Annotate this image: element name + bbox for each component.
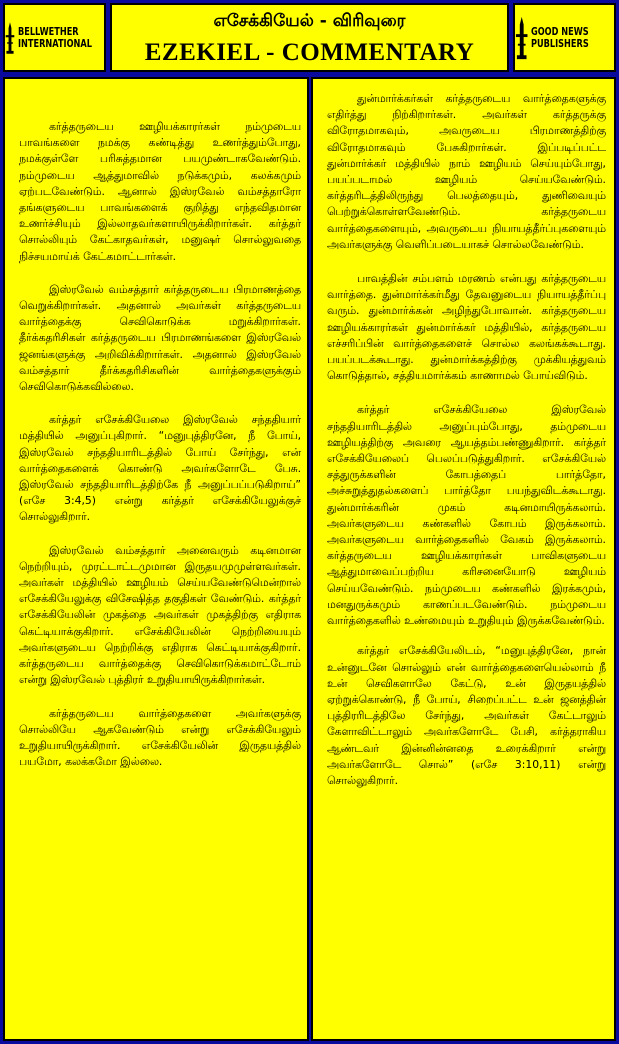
paragraph: கர்த்தர் எசேக்கியேலை இஸ்ரவேல் சந்ததியார் மத்தியில் அனுப்புகிறார். “மனுபுத்திரனே, நீ போய், இஸ்ரவேல் சந்ததியாரிடத்தில் போய் சேர்ந்து, என் வார்த்தைகளைக் கொண்டு அவர்களோடே பேசு. இஸ்ரவேல் சந்ததியாரிடத்திற்கே நீ அனுப்பப்படுகிறாய்” (எசே 3:4,5) என்று கர்த்தர் எசேக்கியேலுக்குச் சொல்லுகிறார்.: [19, 413, 301, 524]
bellwether-logo: [3, 3, 106, 72]
paragraph: கர்த்தருடைய ஊழியக்காரர்கள் நம்முடைய பாவங்களை நமக்கு கண்டித்து உணர்த்தும்போது, நமக்குள்ளே பரிசுத்தமான பயமுண்டாகவேண்டும். நம்முடைய ஆத்துமாவில் நடுக்கமும், கலக்கமும் ஏற்படவேண்டும். ஆனால் இஸ்ரவேல் வம்சத்தாரோ தங்களுடைய பாவங்களைக் குறித்து எந்தவிதமான உணர்ச்சியும் இல்லாதவர்களாயிருக்கிறார்கள். கர்த்தர் சொல்லியும் கேட்காதவர்கள், மனுஷர் சொல்லுவதை நிச்சயமாய்க் கேட்கமாட்டார்கள்.: [19, 120, 301, 263]
title-english: EZEKIEL - COMMENTARY: [144, 39, 475, 66]
good-news-logo: [513, 3, 616, 72]
left-column: [3, 77, 309, 1041]
logo-text: [531, 26, 595, 50]
paragraph: பாவத்தின் சம்பளம் மரணம் என்பது கர்த்தருடைய வார்த்தை. துன்மார்க்கர்மீது தேவனுடைய நியாயத்தீர்ப்பு வரும். துன்மார்க்கன் அழிந்துபோவான். கர்த்தருடைய ஊழியக்காரர்கள் துன்மார்க்கர் மத்தியில், கர்த்தருடைய எச்சரிப்பின் வார்த்தைகளைச் சொல்ல கலங்கக்கூடாது. பயப்படக்கூடாது. துன்மார்க்கத்திற்கு முக்கியத்துவம் கொடுத்தால், சத்தியமார்க்கம் காணாமல் போய்விடும்.: [327, 272, 606, 383]
paragraph: துன்மார்க்கர்கள் கர்த்தருடைய வார்த்தைகளுக்கு எதிர்த்து நிற்கிறார்கள். அவர்கள் கர்த்தருக்கு விரோதமாகவும், அவருடைய பிரமாணத்திற்கு விரோதமாகவும் பேசுகிறார்கள். இப்படிப்பட்ட துன்மார்க்கர் மத்தியில் நாம் ஊழியம் செய்யும்போது, பயப்படாமல் ஊழியம் செய்யவேண்டும். கர்த்தரிடத்திலிருந்து பெலத்தையும், துணிவையும் பெற்றுக்கொள்ளவேண்டும். கர்த்தருடைய வார்த்தைகளையும், அவருடைய நியாயத்தீர்ப்புகளையும் அவர்களுக்கு வெளிப்படையாகச் சொல்லவேண்டும்.: [327, 92, 606, 251]
paragraph: இஸ்ரவேல் வம்சத்தார் அனைவரும் கடினமான நெற்றியும், முரட்டாட்டமுமான இருதயமுமுள்ளவர்கள். அவர்கள் மத்தியில் ஊழியம் செய்யவேண்டுமென்றால் எசேக்கியேலுக்கு விசேஷித்த தகுதிகள் வேண்டும். கர்த்தர் எசேக்கியேலின் முகத்தை அவர்கள் முகத்திற்கு எதிராக கெட்டியாக்குகிறார். எசேக்கியேலின் நெற்றியையும் அவர்களுடைய நெற்றிக்கு எதிராக கெட்டியாக்குகிறார். கர்த்தருடைய வார்த்தைக்கு செவிகொடுக்கமாட்டோம் என்று இஸ்ரவேல் புத்திரர் உறுதியாயிருக்கிறார்கள்.: [19, 543, 301, 687]
logo-line-2: INTERNATIONAL: [18, 37, 92, 50]
title-tamil: எசேக்கியேல் - விரிவுரை: [213, 11, 406, 31]
logo-text: [18, 25, 92, 50]
logo-line-1: GOOD NEWS: [531, 25, 590, 38]
paragraph: இஸ்ரவேல் வம்சத்தார் கர்த்தருடைய பிரமாணத்தை வெறுக்கிறார்கள். அதனால் அவர்கள் கர்த்தருடைய வார்த்தைக்கு செவிகொடுக்க மறுக்கிறார்கள். தீர்க்கதரிசிகள் கர்த்தருடைய பிரமாணங்களை இஸ்ரவேல் ஜனங்களுக்கு அறிவிக்கிறார்கள். அதனால் இஸ்ரவேல் வம்சத்தார் தீர்க்கதரிசிகளின் வார்த்தைகளுக்கும் செவிகொடுக்கவில்லை.: [19, 282, 301, 394]
building-icon: [515, 16, 528, 60]
paragraph: கர்த்தருடைய வார்த்தைகளை அவர்களுக்கு சொல்லியே ஆகவேண்டும் என்று எசேக்கியேலும் உறுதியாயிருக்கிறார். எசேக்கியேலின் இருதயத்தில் பயமோ, கலக்கமோ இல்லை.: [19, 706, 301, 769]
title-box: [110, 3, 509, 72]
building-icon: [5, 16, 15, 60]
logo-line-2: PUBLISHERS: [531, 37, 590, 50]
right-column: [311, 77, 616, 1041]
paragraph: கர்த்தர் எசேக்கியேலிடம், “மனுபுத்திரனே, நான் உன்னுடனே சொல்லும் என் வார்த்தைகளையெல்லாம் நீ உன் செவிகளாலே கேட்டு, உன் இருதயத்தில் ஏற்றுக்கொண்டு, நீ போய், சிறைப்பட்ட உன் ஜனத்தின் புத்திரரிடத்திலே சேர்ந்து, அவர்கள் கேட்டாலும் கேளாவிட்டாலும் அவர்களோடே பேசி, கர்த்தராகிய ஆண்டவர் இன்னின்னதை உரைக்கிறார் என்று அவர்களோடே சொல்” (எசே 3:10,11) என்று சொல்லுகிறார்.: [327, 644, 606, 787]
paragraph: கர்த்தர் எசேக்கியேலை இஸ்ரவேல் சந்ததியாரிடத்தில் அனுப்பும்போது, தம்முடைய ஊழியத்திற்கு அவரை ஆயத்தம்பண்ணுகிறார். கர்த்தர் எசேக்கியேலைப் பெலப்படுத்துகிறார். எசேக்கியேல் சத்துருக்களின் கோபத்தைப் பார்த்தோ, அச்சுறுத்துதல்களைப் பார்த்தோ பயந்துவிடக்கூடாது. துன்மார்க்கரின் முகம் கடினமாயிருக்கலாம். அவர்களுடைய கண்களில் கோபம் இருக்கலாம். அவர்களுடைய வார்த்தைகளில் வேகம் இருக்கலாம். கர்த்தருடைய ஊழியக்காரர்கள் பாவிகளுடைய ஆத்துமாவைப்பற்றிய கரிசனையோடு ஊழியம் செய்யவேண்டும். நம்முடைய கண்களில் இரக்கமும், மனதுருக்கமும் காணப்படவேண்டும். நம்முடைய வார்த்தைகளில் உண்மையும் உறுதியும் இருக்கவேண்டும்.: [327, 403, 606, 628]
logo-line-1: BELLWETHER: [18, 25, 79, 38]
